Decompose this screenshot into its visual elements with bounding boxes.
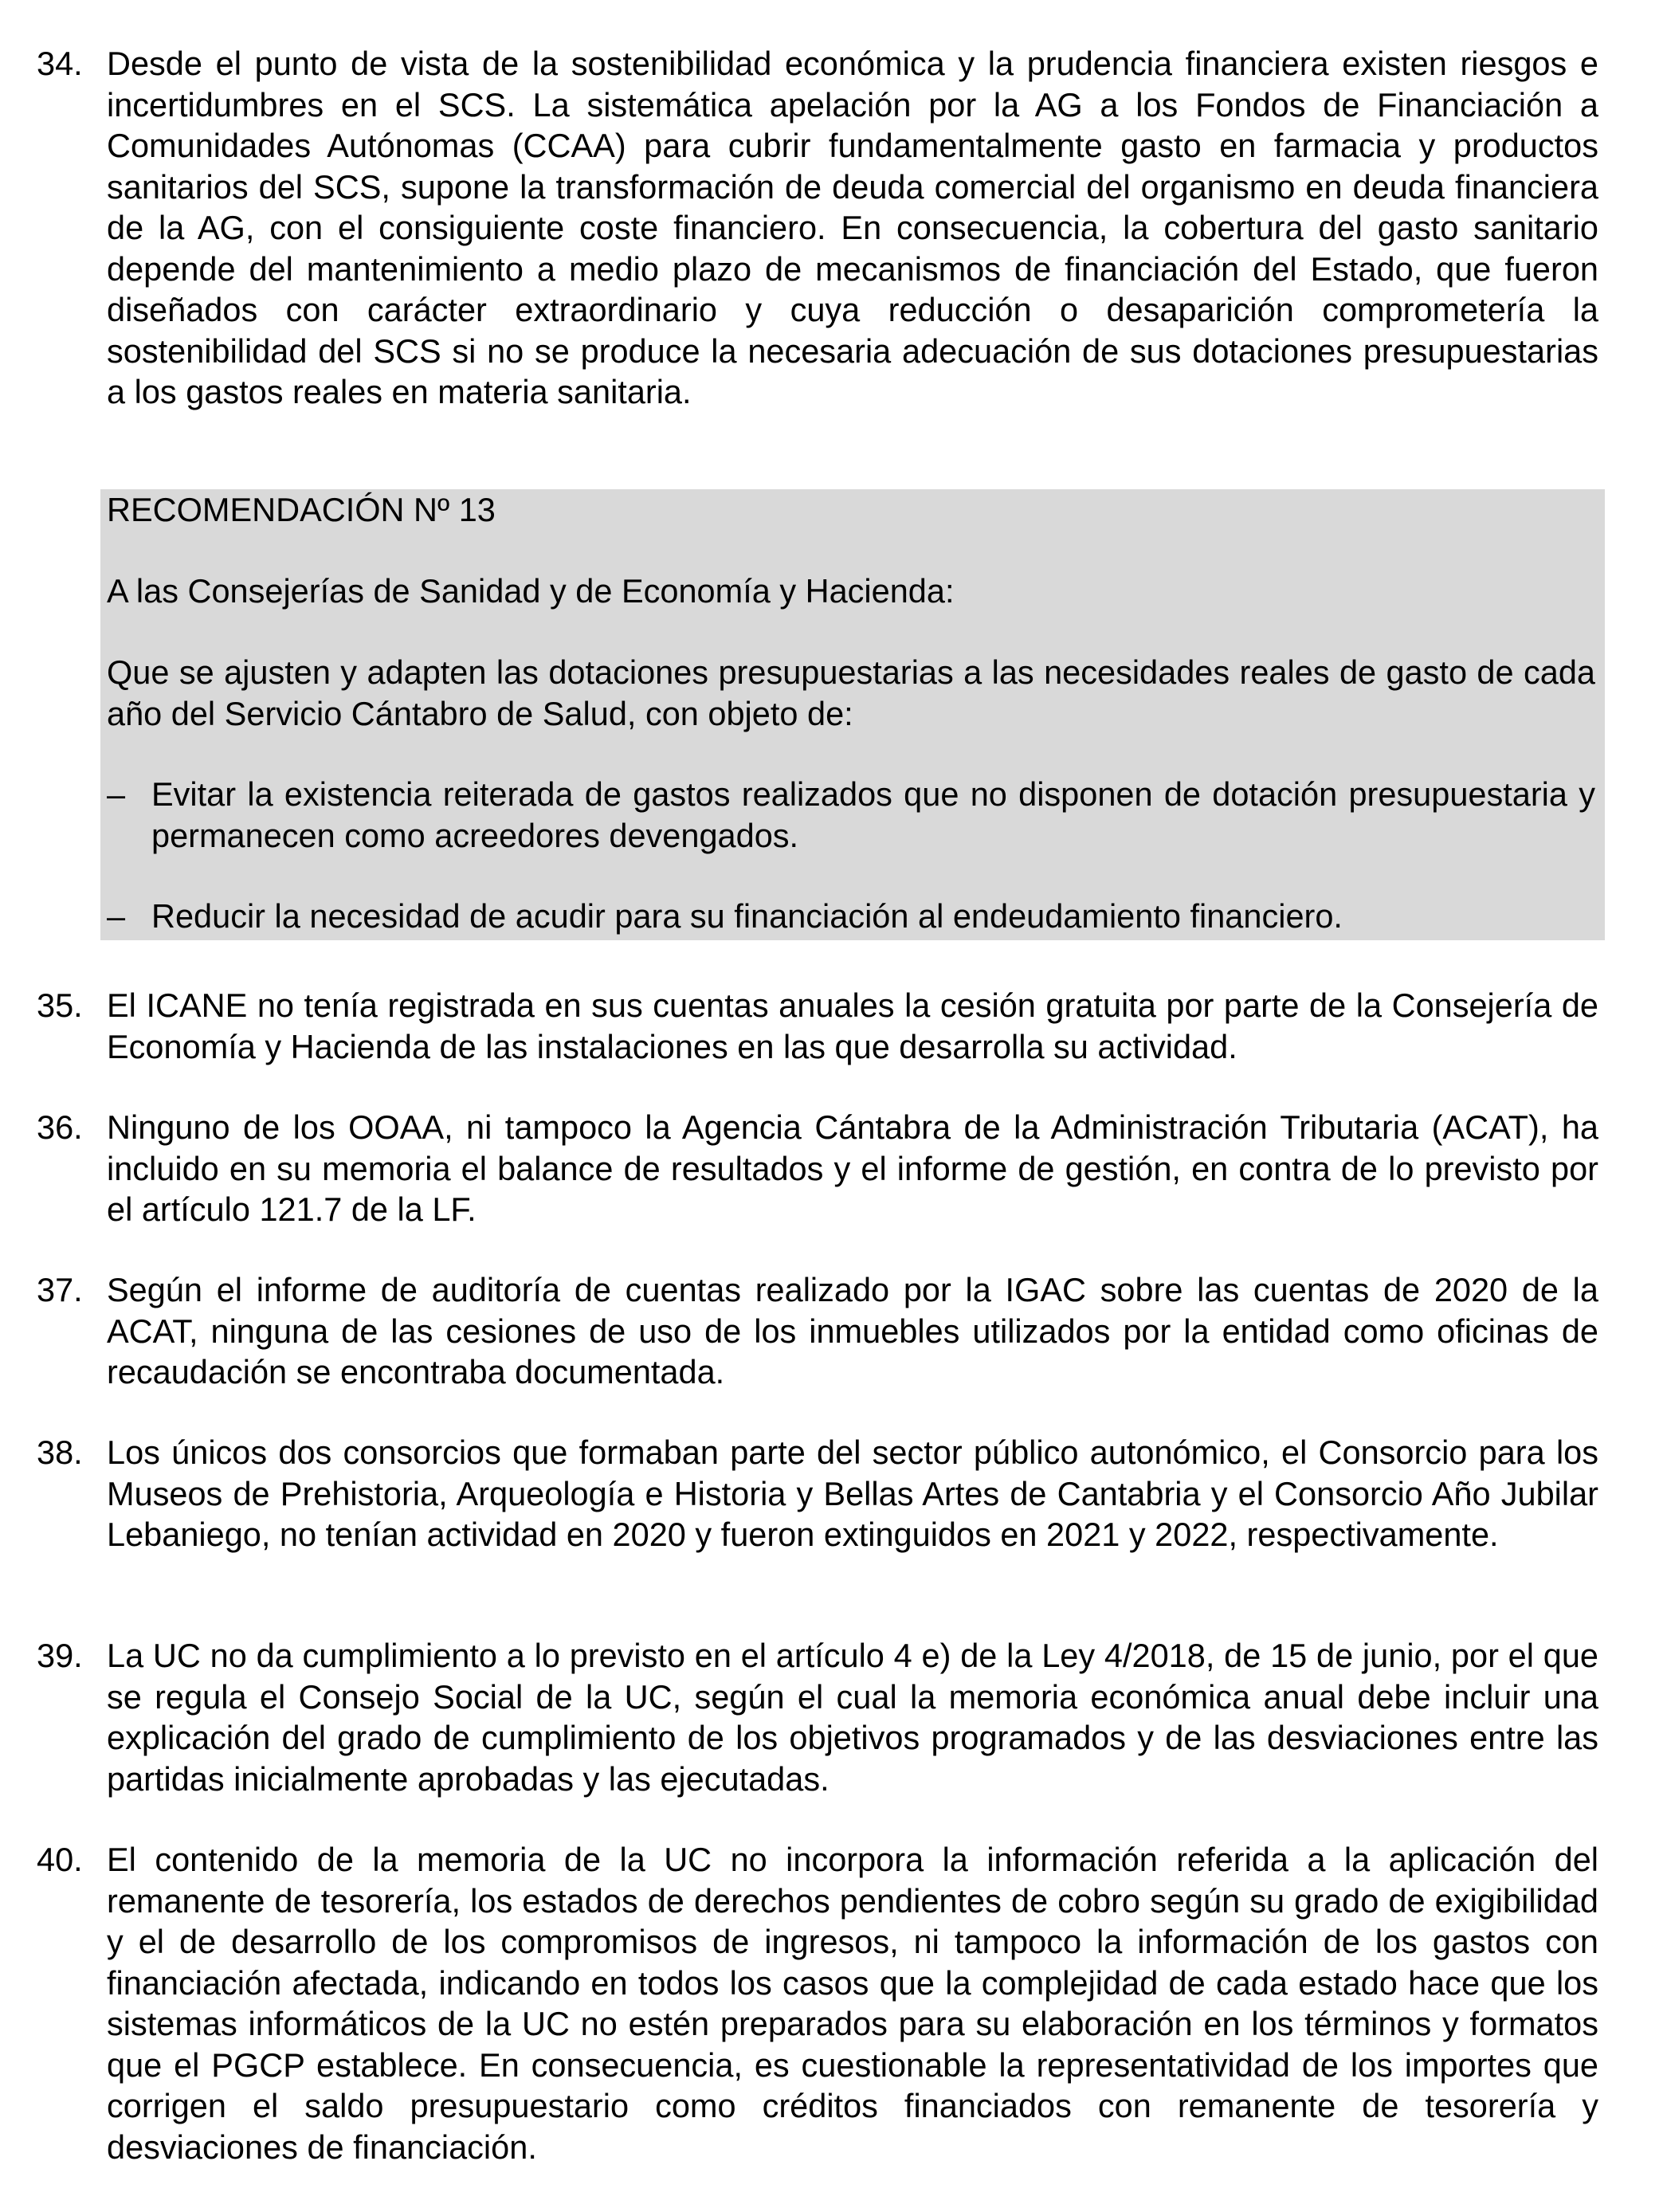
recommendation-box [100,489,1605,940]
bullet-text: Reducir la necesidad de acudir para su financiación al endeudamiento financiero. [151,897,1343,935]
paragraph-number: 38. [37,1433,83,1471]
paragraph-number: 34. [37,45,83,82]
paragraph-34 [37,43,1598,413]
paragraph-number: 37. [37,1271,83,1308]
paragraph-35 [37,985,1598,1067]
paragraph-40 [37,1839,1598,2167]
paragraph-text: La UC no da cumplimiento a lo previsto en el artículo 4 e) de la Ley 4/2018, de 15 de junio, por el que se regula el Consejo Social de la UC, según el cual la memoria económica anual debe incluir una explicación del grado de cumplimiento de los objetivos programados y de las desviaciones entre las partidas inicialmente aprobadas y las ejecutadas. [107,1637,1598,1798]
recommendation-addressee: A las Consejerías de Sanidad y de Economía y Hacienda: [107,572,955,610]
paragraph-text: Ninguno de los OOAA, ni tampoco la Agencia Cántabra de la Administración Tributaria (ACAT), ha incluido en su memoria el balance de resultados y el informe de gestión, en contra de lo previsto por el artículo 121.7 de la LF. [107,1108,1598,1228]
paragraph-number: 39. [37,1637,83,1674]
paragraph-text: El ICANE no tenía registrada en sus cuentas anuales la cesión gratuita por parte de la Consejería de Economía y Hacienda de las instalaciones en las que desarrolla su actividad. [107,986,1598,1065]
bullet-dash: – [107,775,126,813]
paragraph-36 [37,1107,1598,1230]
bullet-text: Evitar la existencia reiterada de gastos realizados que no disponen de dotación presupuestaria y permanecen como acreedores devengados. [151,775,1595,854]
paragraph-39 [37,1635,1598,1799]
bullet-dash: – [107,897,126,935]
recommendation-bullet-1 [107,774,1595,856]
paragraph-text: Según el informe de auditoría de cuentas realizado por la IGAC sobre las cuentas de 2020 de la ACAT, ninguna de las cesiones de uso de los inmuebles utilizados por la entidad como oficinas de recaudación se encontraba documentada. [107,1271,1598,1390]
paragraph-number: 35. [37,986,83,1024]
paragraph-number: 36. [37,1108,83,1146]
paragraph-text: Desde el punto de vista de la sostenibilidad económica y la prudencia financiera existen riesgos e incertidumbres en el SCS. La sistemática apelación por la AG a los Fondos de Financiación a Comunidades Autónomas (CCAA) para cubrir fundamentalmente gasto en farmacia y productos sanitarios del SCS, supone la transformación de deuda comercial del organismo en deuda financiera de la AG, con el consiguiente coste financiero. En consecuencia, la cobertura del gasto sanitario depende del mantenimiento a medio plazo de mecanismos de financiación del Estado, que fueron diseñados con carácter extraordinario y cuya reducción o desaparición comprometería la sostenibilidad del SCS si no se produce la necesaria adecuación de sus dotaciones presupuestarias a los gastos reales en materia sanitaria. [107,45,1598,410]
paragraph-text: Los únicos dos consorcios que formaban parte del sector público autonómico, el Consorcio para los Museos de Prehistoria, Arqueología e Historia y Bellas Artes de Cantabria y el Consorcio Año Jubilar Lebaniego, no tenían actividad en 2020 y fueron extinguidos en 2021 y 2022, respectivamente. [107,1433,1598,1553]
paragraph-number: 40. [37,1841,83,1878]
paragraph-37 [37,1269,1598,1393]
paragraph-38 [37,1432,1598,1555]
recommendation-bullet-2 [107,896,1595,937]
recommendation-intro: Que se ajusten y adapten las dotaciones presupuestarias a las necesidades reales de gasto de cada año del Servicio Cántabro de Salud, con objeto de: [107,653,1595,732]
recommendation-title: RECOMENDACIÓN Nº 13 [107,491,496,528]
paragraph-text: El contenido de la memoria de la UC no incorpora la información referida a la aplicación del remanente de tesorería, los estados de derechos pendientes de cobro según su grado de exigibilidad y el de desarrollo de los compromisos de ingresos, ni tampoco la información de los gastos con financiación afectada, indicando en todos los casos que la complejidad de cada estado hace que los sistemas informáticos de la UC no estén preparados para su elaboración en los términos y formatos que el PGCP establece. En consecuencia, es cuestionable la representatividad de los importes que corrigen el saldo presupuestario como créditos financiados con remanente de tesorería y desviaciones de financiación. [107,1841,1598,2166]
